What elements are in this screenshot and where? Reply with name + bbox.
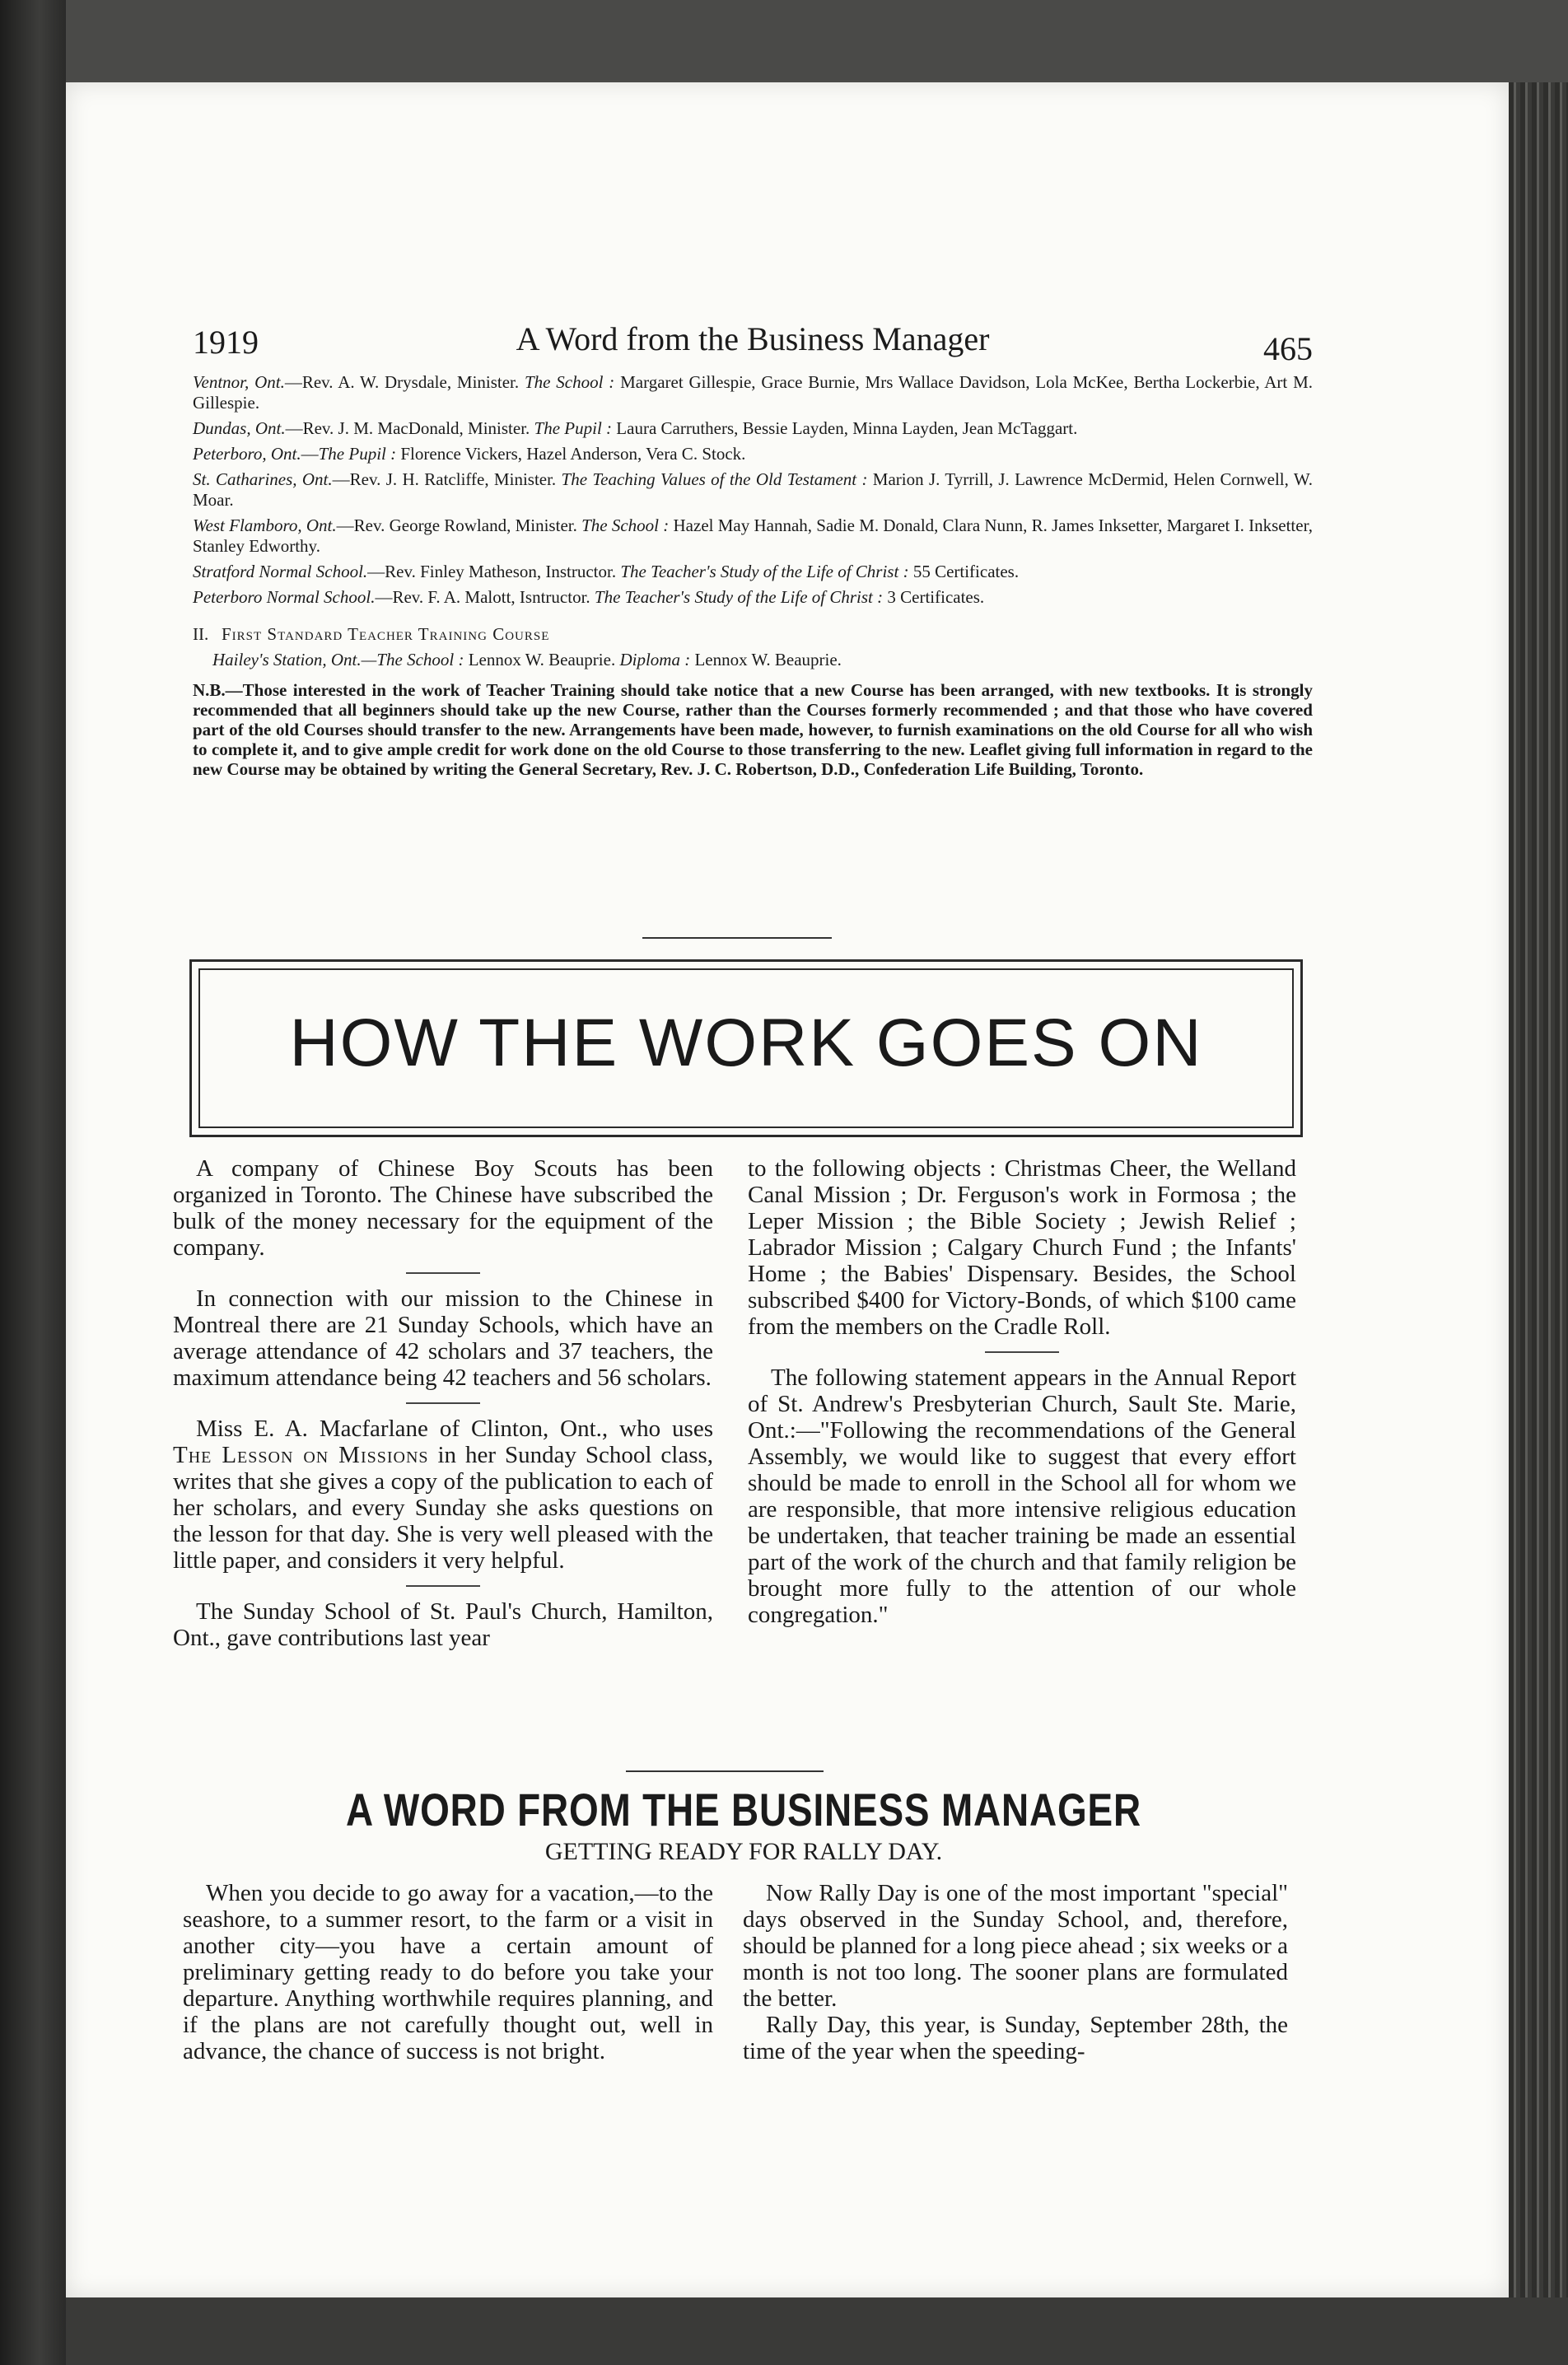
news-paragraph: In connection with our mission to the Chinese in Montreal there are 21 Sunday Schools, which have an average attendance of 42 scholars and 37 teachers, the maximum attendance being 42 teachers and 56 scholars.	[173, 1285, 713, 1391]
section-divider	[626, 1770, 824, 1772]
business-manager-heading: A WORD FROM THE BUSINESS MANAGER	[346, 1784, 1141, 1836]
running-head	[193, 320, 1313, 369]
running-head-title: A Word from the Business Manager	[516, 320, 990, 357]
news-paragraph: to the following objects : Christmas Cheer, the Welland Canal Mission ; Dr. Ferguson's work in Formosa ; the Leper Mission ; the Bible Society ; Jewish Relief ; Labrador Mission ; Calgary Church Fund ; the Infants' Home ; the Babies' Dispensary. Besides, the School subscribed $400 for Victory-Bonds, of which $100 came from the members on the Cradle Roll.	[748, 1155, 1296, 1340]
news-paragraph: A company of Chinese Boy Scouts has been organized in Toronto. The Chinese have subscribed the bulk of the money necessary for the equipment of the company.	[173, 1155, 713, 1261]
section-heading: II. First Standard Teacher Training Course	[193, 624, 550, 644]
scan-bottom-edge	[66, 2297, 1568, 2365]
article-paragraph: When you decide to go away for a vacation,—to the seashore, to a summer resort, to the farm or a visit in another city—you have a certain amount of preliminary getting ready to do before you take your departure. Anything worthwhile requires planning, and if the plans are not carefully thought out, well in advance, the chance of success is not bright.	[183, 1880, 713, 2064]
banner-frame	[189, 959, 1303, 1137]
article-paragraph: Now Rally Day is one of the most important "special" days observed in the Sunday School, and, therefore, should be planned for a long piece ahead ; six weeks or a month is not too long. The sooner plans are formulated the better.	[743, 1880, 1288, 2012]
banner-heading: HOW THE WORK GOES ON	[289, 1005, 1203, 1080]
certificate-list	[193, 372, 1313, 779]
business-left-column	[183, 1880, 713, 2064]
paragraph-divider	[985, 1351, 1059, 1353]
page-number: 465	[1263, 330, 1313, 367]
nota-bene-notice: N.B.—Those interested in the work of Teacher Training should take notice that a new Course has been arranged, with new textbooks. It is strongly recommended that all beginners should take up the new Course, rather than the Courses formerly recommended ; and that those who have covered part of the old Courses should transfer to the new. Arrangements have been made, however, to furnish examinations on the old Course for all who wish to complete it, and to give ample credit for work done on the old Course to those transferring to the new. Leaflet giving full information in regard to the new Course may be obtained by writing the General Secretary, Rev. J. C. Robertson, D.D., Confederation Life Building, Toronto.	[193, 680, 1313, 779]
list-item: Peterboro, Ont.—The Pupil : Florence Vickers, Hazel Anderson, Vera C. Stock.	[193, 444, 746, 464]
paragraph-divider	[406, 1585, 480, 1587]
paragraph-divider	[406, 1402, 480, 1404]
list-item: Stratford Normal School.—Rev. Finley Matheson, Instructor. The Teacher's Study of the Life of Christ : 55 Certificates.	[193, 562, 1020, 581]
running-head-year: 1919	[193, 324, 259, 361]
list-item: Peterboro Normal School.—Rev. F. A. Malott, Isntructor. The Teacher's Study of the Life of Christ : 3 Certificates.	[193, 587, 985, 607]
list-item: St. Catharines, Ont.—Rev. J. H. Ratcliffe, Minister. The Teaching Values of the Old Testament : Marion J. Tyrrill, J. Lawrence McDermid, Helen Cornwell, W. Moar.	[193, 469, 1313, 510]
banner-inner-frame	[198, 968, 1294, 1128]
news-paragraph: Miss E. A. Macfarlane of Clinton, Ont., who uses The Lesson on Missions in her Sunday School class, writes that she gives a copy of the publication to each of her scholars, and every Sunday she asks questions on the lesson for that day. She is very well pleased with the little paper, and considers it very helpful.	[173, 1416, 714, 1574]
page-stack-edge	[1509, 82, 1568, 2306]
list-item: Dundas, Ont.—Rev. J. M. MacDonald, Minister. The Pupil : Laura Carruthers, Bessie Layden, Minna Layden, Jean McTaggart.	[193, 418, 1078, 438]
list-item: Ventnor, Ont.—Rev. A. W. Drysdale, Minister. The School : Margaret Gillespie, Grace Burnie, Mrs Wallace Davidson, Lola McKee, Bertha Lockerbie, Art M. Gillespie.	[193, 372, 1314, 413]
paragraph-divider	[406, 1272, 480, 1274]
article-paragraph: Rally Day, this year, is Sunday, September 28th, the time of the year when the speeding-	[743, 2012, 1288, 2064]
list-item: Hailey's Station, Ont.—The School : Lennox W. Beauprie. Diploma : Lennox W. Beauprie.	[212, 650, 842, 669]
business-manager-subheading: GETTING READY FOR RALLY DAY.	[544, 1838, 943, 1865]
work-right-column	[748, 1155, 1296, 1628]
list-item: West Flamboro, Ont.—Rev. George Rowland, Minister. The School : Hazel May Hannah, Sadie M. Donald, Clara Nunn, R. James Inksetter, Margaret I. Inksetter, Stanley Edworthy.	[193, 515, 1313, 556]
work-left-column	[173, 1155, 713, 1651]
business-right-column	[743, 1880, 1288, 2064]
news-paragraph: The Sunday School of St. Paul's Church, Hamilton, Ont., gave contributions last year	[173, 1598, 713, 1651]
book-gutter	[0, 0, 66, 2365]
news-paragraph: The following statement appears in the Annual Report of St. Andrew's Presbyterian Church, Sault Ste. Marie, Ont.:—"Following the recommendations of the General Assembly, we would like to suggest that every effort should be made to enroll in the School all for whom we are responsible, that more intensive religious education be undertaken, that teacher training be made an essential part of the work of the church and that family religion be brought more fully to the attention of our whole congregation."	[748, 1364, 1296, 1628]
section-divider	[642, 937, 832, 939]
